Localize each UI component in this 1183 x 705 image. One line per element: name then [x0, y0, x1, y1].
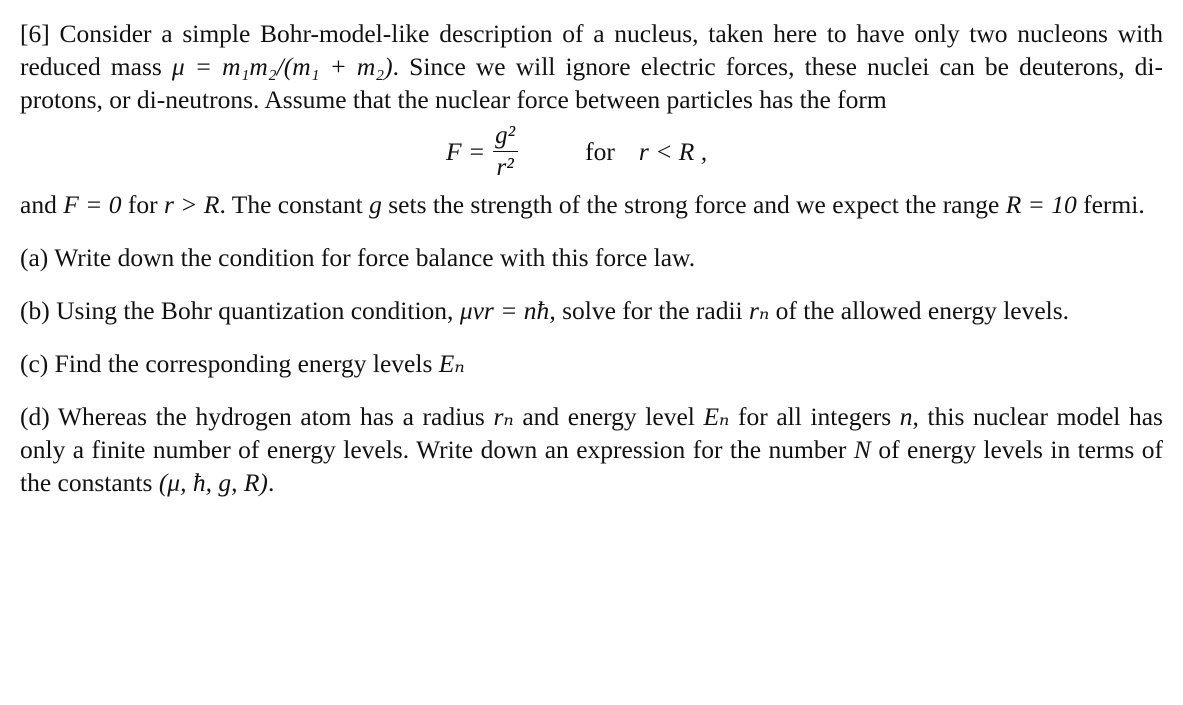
equation-condition: r < R ,: [638, 136, 708, 166]
bohr-condition: μvr = nħ: [459, 296, 550, 325]
part-d-text-6: .: [267, 468, 275, 497]
problem-number: [6]: [20, 19, 50, 48]
force-zero: F = 0: [63, 190, 122, 219]
equation-lhs: F =: [446, 136, 486, 166]
part-d-text-1: (d) Whereas the hydrogen atom has a radius: [20, 402, 494, 431]
part-d-rn: rₙ: [493, 402, 514, 431]
part-b-text-2: , solve for the radii: [549, 296, 750, 325]
intro-text-1: Consider a simple Bohr-model-like description of a nucleus, taken here to have only two nucleons with reduced mass: [20, 19, 1163, 81]
part-b-text-1: (b) Using the Bohr quantization condition,: [20, 296, 460, 325]
equation-denominator: r²: [493, 151, 518, 180]
equation-numerator: g²: [495, 121, 516, 149]
part-d-en: Eₙ: [703, 402, 730, 431]
range-text-2: for: [121, 190, 164, 219]
range-condition: r > R: [163, 190, 220, 219]
part-d-n: n: [899, 402, 913, 431]
range-text-4: sets the strength of the strong force and we expect the range: [381, 190, 1006, 219]
part-d-text-4: , this nuclear model has only a finite number of energy levels. Write down an expression for the number: [20, 402, 1163, 464]
part-b-text-3: of the allowed energy levels.: [769, 296, 1070, 325]
part-d-text-2: and energy level: [513, 402, 704, 431]
force-law-equation: [20, 116, 1163, 186]
range-text-5: fermi.: [1076, 190, 1145, 219]
problem-text: [20, 17, 1163, 499]
part-d-constants: (μ, ħ, g, R): [158, 468, 268, 497]
part-d: [20, 400, 1163, 499]
equation-fraction: [491, 123, 519, 180]
part-d-text-5: of energy levels in terms of the constants: [20, 435, 1164, 497]
reduced-mass-expression: μ = m₁m₂/(m₁ + m₂): [171, 52, 393, 81]
part-d-text-3: for all integers: [729, 402, 900, 431]
range-text-3: . The constant: [219, 190, 370, 219]
range-value: R = 10: [1005, 190, 1077, 219]
part-c-text: (c) Find the corresponding energy levels: [20, 349, 439, 378]
constant-g: g: [369, 190, 382, 219]
intro-text-2: . Since we will ignore electric forces, these nuclei can be deuterons, di-protons, or di-neutrons. Assume that the nuclear force between particles has the form: [20, 52, 1164, 114]
part-a: (a) Write down the condition for force balance with this force law.: [20, 243, 696, 272]
energy-en: Eₙ: [438, 349, 465, 378]
part-d-N: N: [853, 435, 871, 464]
radius-rn: rₙ: [749, 296, 770, 325]
part-c: [20, 347, 1163, 380]
part-b: [20, 294, 1163, 327]
range-text-1: and: [20, 190, 64, 219]
equation-for-word: for: [585, 136, 615, 166]
range-paragraph: [20, 188, 1163, 221]
problem-intro: [20, 17, 1163, 116]
